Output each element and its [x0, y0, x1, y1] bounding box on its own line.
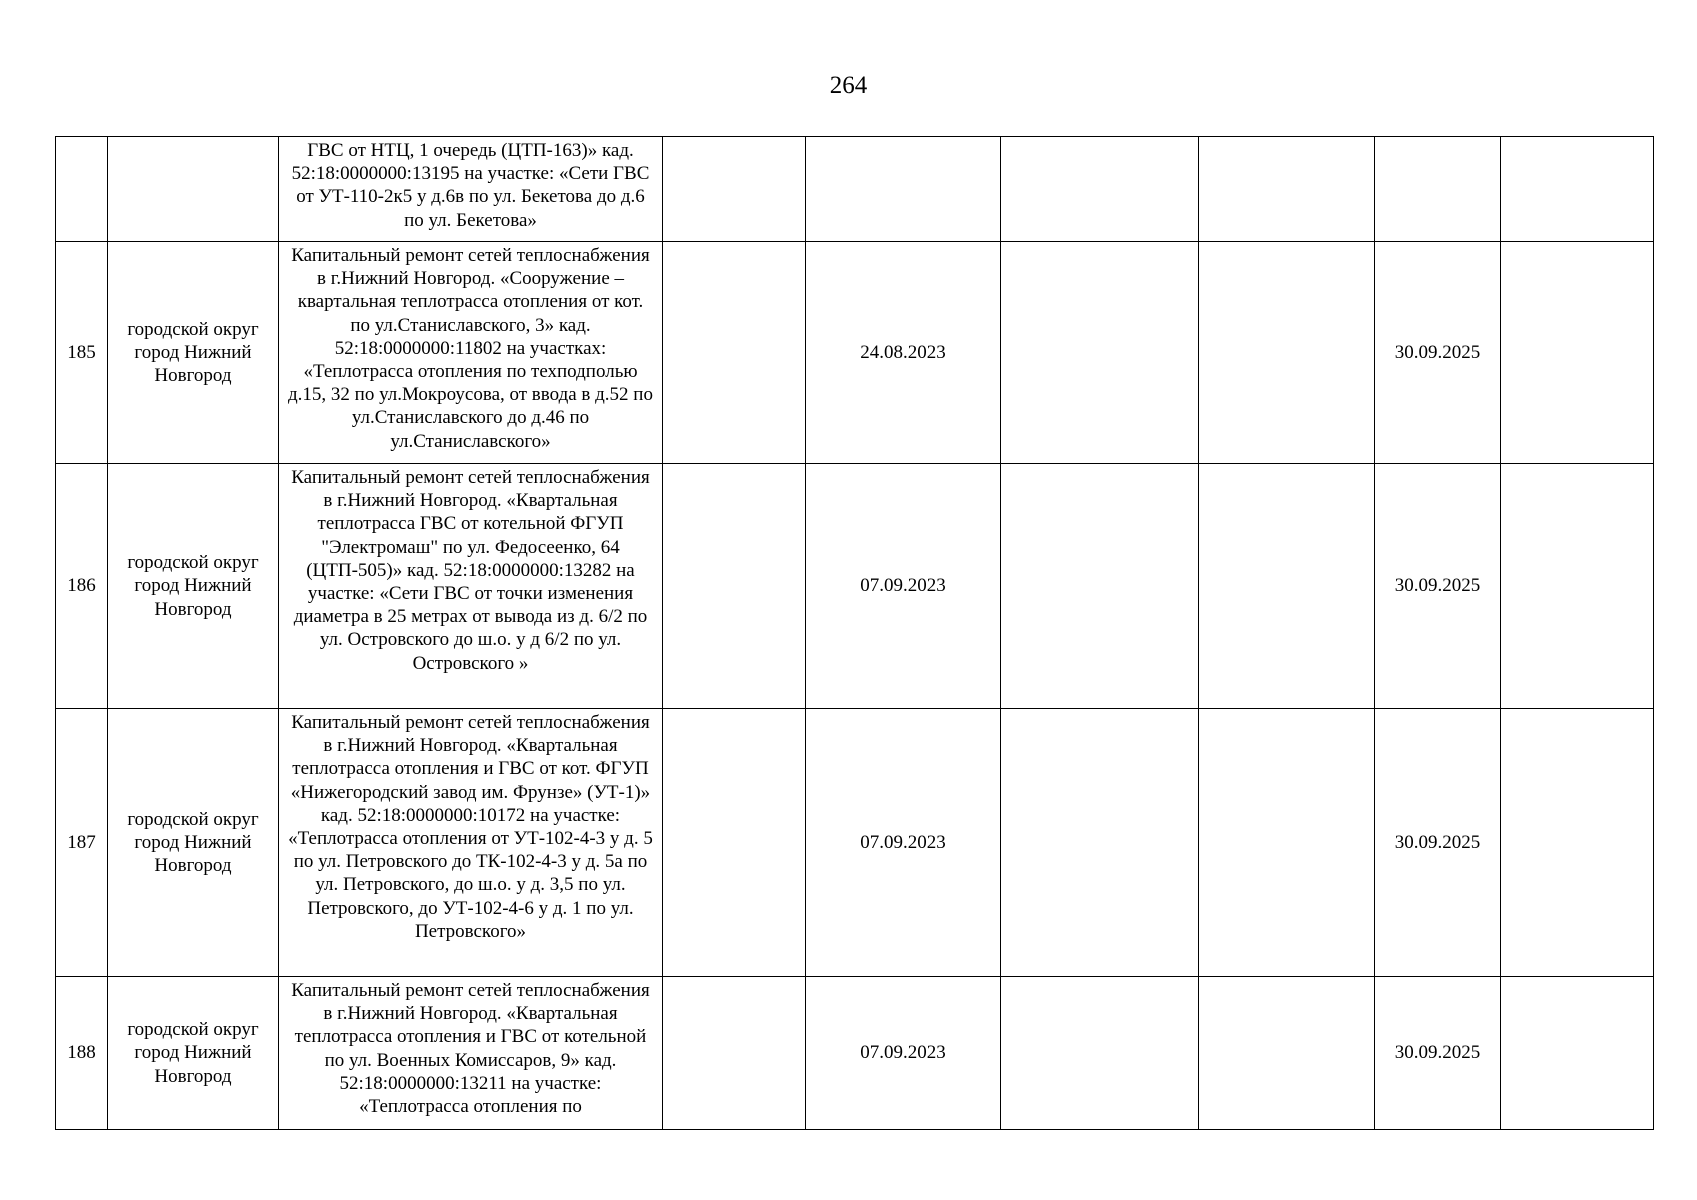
description-text: Капитальный ремонт сетей теплоснабжения в г.Нижний Новгород. «Квартальная теплотрасса отопления и ГВС от котельной по ул. Военных Комиссаров, 9» кад. 52:18:0000000:13211 на участке: «Теплотрасса отопления по — [291, 980, 650, 1118]
end-date-cell — [1375, 137, 1501, 242]
table-row — [56, 137, 1654, 242]
row-number: 185 — [56, 242, 108, 464]
empty-cell — [663, 137, 806, 242]
description-cell: Капитальный ремонт сетей теплоснабжения в г.Нижний Новгород. «Квартальная теплотрасса ГВС от котельной ФГУП "Электромаш" по ул. Федосеенко, 64 (ЦТП-505)» кад. 52:18:0000000:13282 на участке: «Сети ГВС от точки изменения диаметра в 25 метрах от вывода из д. 6/2 по ул. Островского до ш.о. у д 6/2 по ул. Островского » — [279, 464, 663, 709]
empty-cell — [1199, 137, 1375, 242]
municipality-cell: городской округ город Нижний Новгород — [108, 977, 279, 1130]
empty-cell — [1001, 977, 1199, 1130]
row-number: 186 — [56, 464, 108, 709]
empty-cell — [1199, 464, 1375, 709]
end-date-cell: 30.09.2025 — [1375, 709, 1501, 977]
empty-cell — [663, 977, 806, 1130]
municipality-cell: городской округ город Нижний Новгород — [108, 242, 279, 464]
empty-cell — [1001, 709, 1199, 977]
registry-table — [55, 136, 1654, 1130]
row-number — [56, 137, 108, 242]
empty-cell — [1001, 464, 1199, 709]
empty-cell — [1001, 137, 1199, 242]
municipality-cell: городской округ город Нижний Новгород — [108, 709, 279, 977]
row-number: 188 — [56, 977, 108, 1130]
table-row — [56, 977, 1654, 1130]
empty-cell — [663, 709, 806, 977]
empty-cell — [663, 464, 806, 709]
municipality-cell — [108, 137, 279, 242]
table-row — [56, 242, 1654, 464]
description-cell: Капитальный ремонт сетей теплоснабжения в г.Нижний Новгород. «Квартальная теплотрасса отопления и ГВС от кот. ФГУП «Нижегородский завод им. Фрунзе» (УТ-1)» кад. 52:18:0000000:10172 на участке: «Теплотрасса отопления от УТ-102-4-3 у д. 5 по ул. Петровского до ТК-102-4-3 у д. 5а по ул. Петровского, до ш.о. у д. 3,5 по ул. Петровского, до УТ-102-4-6 у д. 1 по ул. Петровского» — [279, 709, 663, 977]
empty-cell — [1501, 464, 1654, 709]
empty-cell — [1501, 242, 1654, 464]
start-date-cell: 07.09.2023 — [806, 977, 1001, 1130]
end-date-cell: 30.09.2025 — [1375, 464, 1501, 709]
description-cell — [279, 977, 663, 1130]
empty-cell — [663, 242, 806, 464]
table-row — [56, 709, 1654, 977]
page-number: 264 — [829, 72, 868, 99]
row-number: 187 — [56, 709, 108, 977]
empty-cell — [1501, 977, 1654, 1130]
empty-cell — [1501, 137, 1654, 242]
empty-cell — [1199, 242, 1375, 464]
description-cell: Капитальный ремонт сетей теплоснабжения в г.Нижний Новгород. «Сооружение – квартальная теплотрасса отопления от кот. по ул.Станиславского, 3» кад. 52:18:0000000:11802 на участках: «Теплотрасса отопления по техподполью д.15, 32 по ул.Мокроусова, от ввода в д.52 по ул.Станиславского до д.46 по ул.Станиславского» — [279, 242, 663, 464]
start-date-cell: 07.09.2023 — [806, 464, 1001, 709]
municipality-cell: городской округ город Нижний Новгород — [108, 464, 279, 709]
start-date-cell — [806, 137, 1001, 242]
start-date-cell: 24.08.2023 — [806, 242, 1001, 464]
empty-cell — [1501, 709, 1654, 977]
empty-cell — [1199, 977, 1375, 1130]
end-date-cell: 30.09.2025 — [1375, 977, 1501, 1130]
empty-cell — [1199, 709, 1375, 977]
end-date-cell: 30.09.2025 — [1375, 242, 1501, 464]
description-cell: ГВС от НТЦ, 1 очередь (ЦТП-163)» кад. 52:18:0000000:13195 на участке: «Сети ГВС от УТ-110-2к5 у д.6в по ул. Бекетова до д.6 по ул. Бекетова» — [279, 137, 663, 242]
start-date-cell: 07.09.2023 — [806, 709, 1001, 977]
table-row — [56, 464, 1654, 709]
empty-cell — [1001, 242, 1199, 464]
